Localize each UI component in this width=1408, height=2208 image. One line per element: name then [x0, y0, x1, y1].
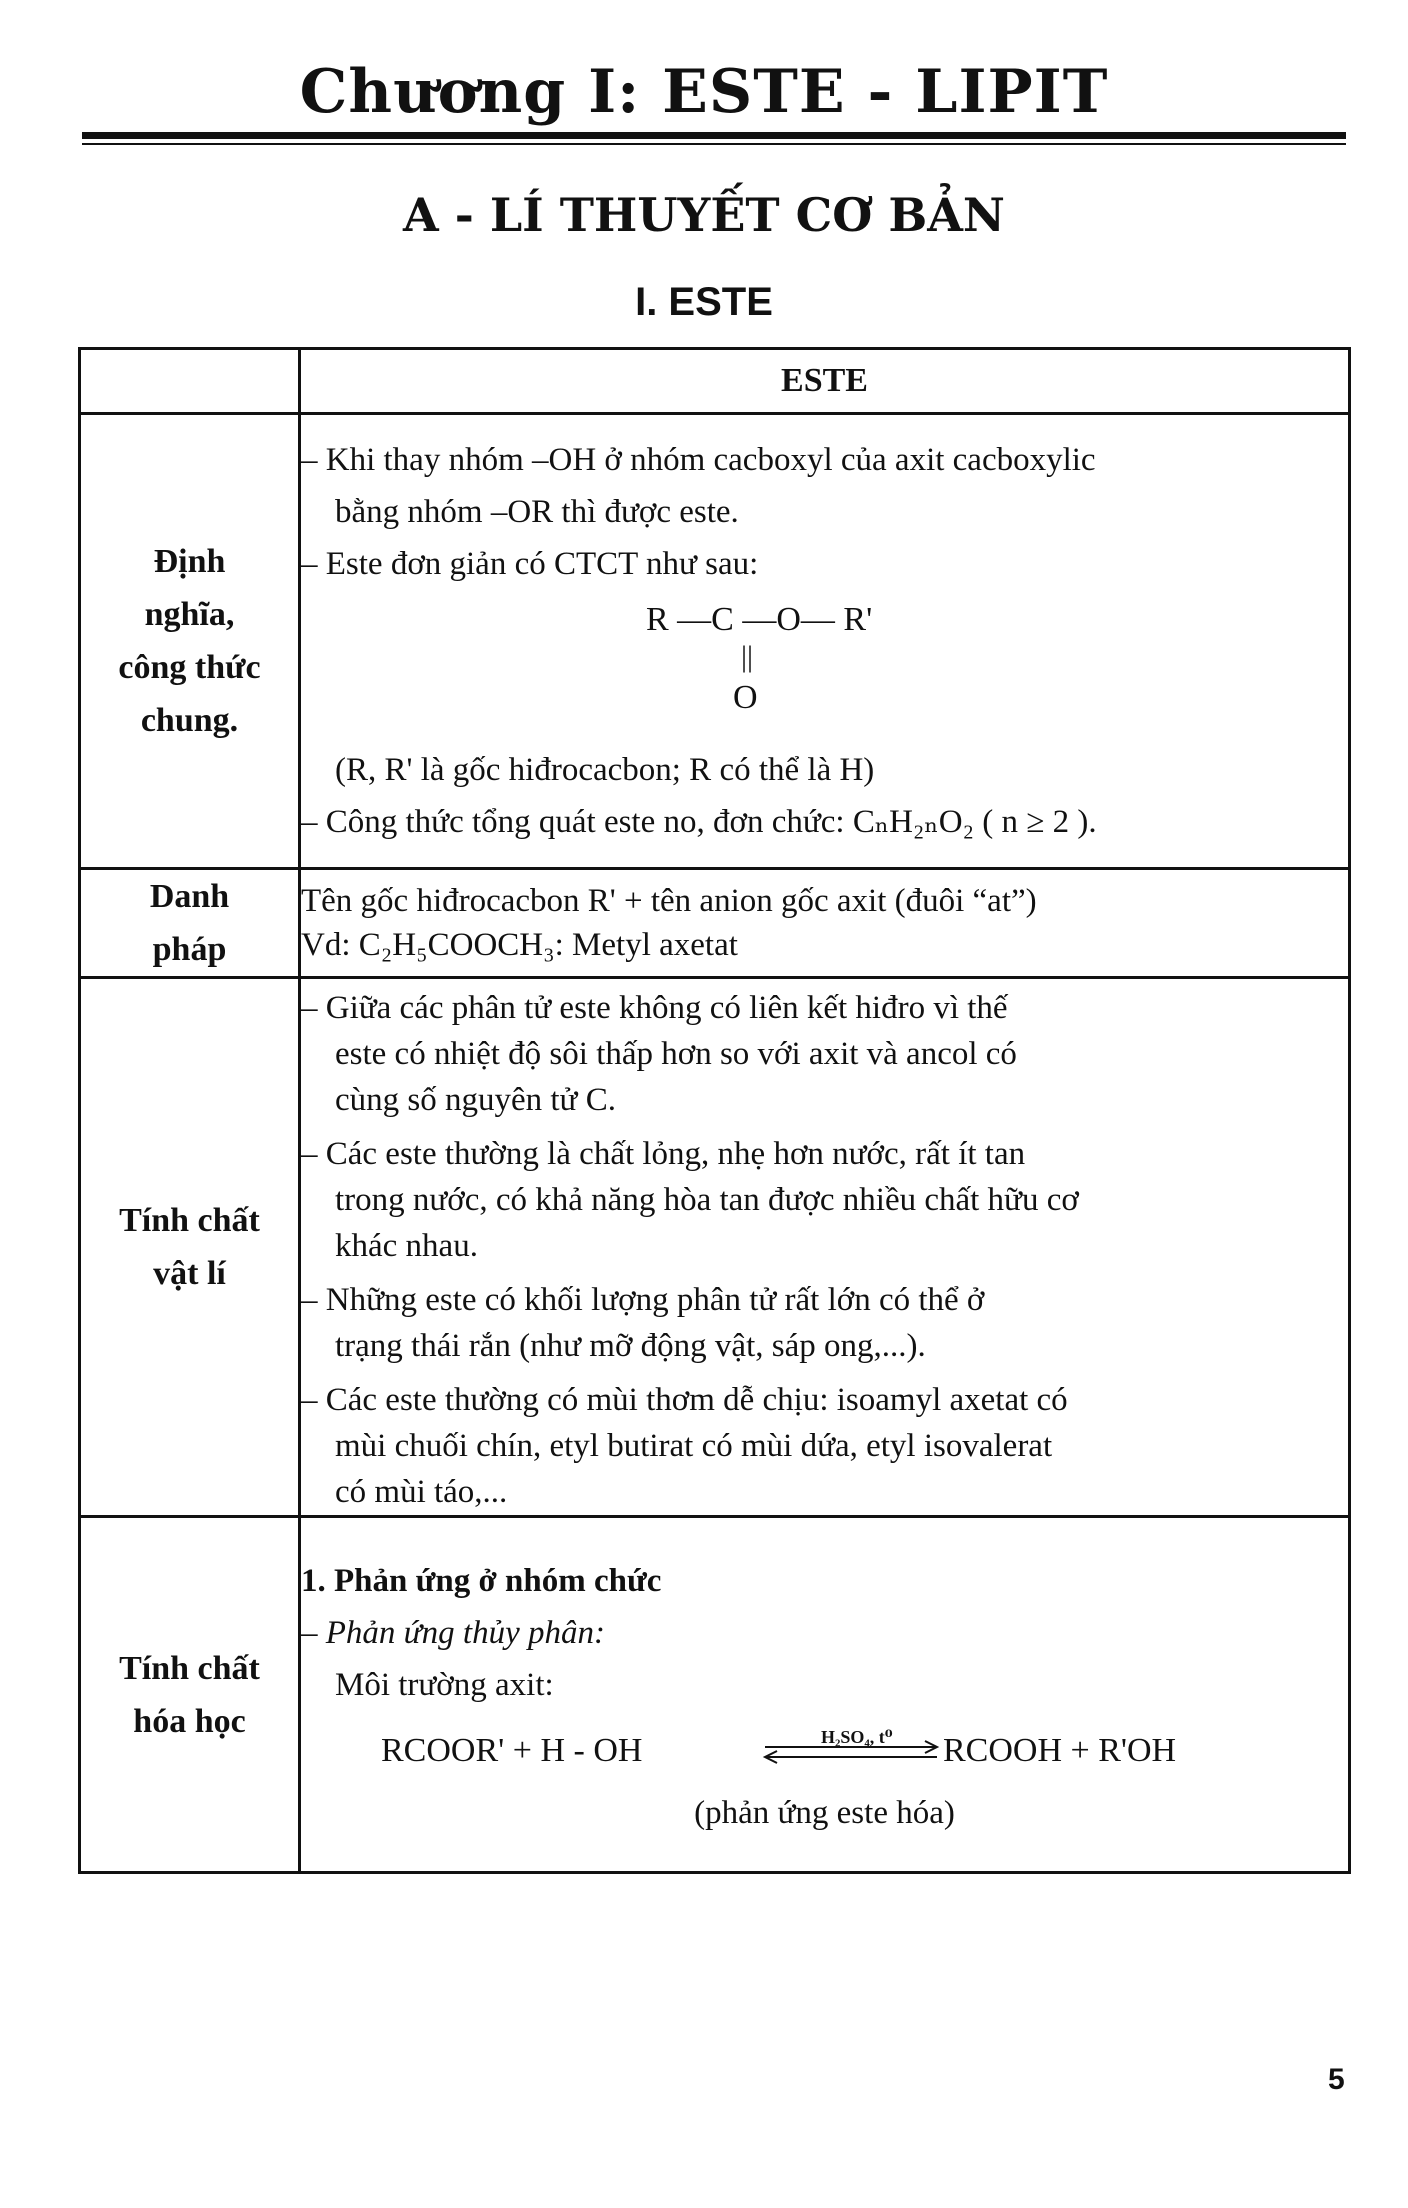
table-corner-cell	[80, 349, 300, 414]
physical-line-6: khác nhau.	[335, 1228, 478, 1264]
table-row-nomenclature	[80, 869, 1350, 978]
structure-double-bond: ||	[741, 640, 754, 673]
subsection-title: I. ESTE	[635, 280, 773, 324]
row-content-nomenclature	[300, 869, 1350, 978]
row-label-physical: Tính chất vật lí	[80, 978, 300, 1517]
structure-oxygen: O	[733, 679, 758, 716]
physical-line-3: cùng số nguyên tử C.	[335, 1082, 616, 1118]
chemical-medium: Môi trường axit:	[335, 1666, 554, 1703]
physical-line-1: – Giữa các phân tử este không có liên kết hiđro vì thế	[301, 990, 1008, 1026]
este-table	[78, 347, 1351, 1874]
row-content-definition	[300, 414, 1350, 869]
title-rule-thick	[82, 132, 1346, 139]
physical-line-4: – Các este thường là chất lỏng, nhẹ hơn nước, rất ít tan	[301, 1136, 1026, 1172]
chemical-heading: 1. Phản ứng ở nhóm chức	[301, 1562, 662, 1599]
table-row-physical	[80, 978, 1350, 1517]
row-content-chemical	[300, 1517, 1350, 1873]
row-label-chemical: Tính chất hóa học	[80, 1517, 300, 1873]
general-formula-line	[301, 796, 1348, 848]
definition-line-1: – Khi thay nhóm –OH ở nhóm cacboxyl của axit cacboxylic	[301, 442, 1096, 478]
row-content-physical	[300, 978, 1350, 1517]
general-formula: CₙH₂ₙO₂ ( n ≥ 2 ).	[852, 804, 1097, 840]
definition-note: (R, R' là gốc hiđrocacbon; R có thể là H)	[335, 752, 875, 788]
physical-line-9: – Các este thường có mùi thơm dễ chịu: isoamyl axetat có	[301, 1382, 1068, 1418]
reaction-products: RCOOH + R'OH	[943, 1731, 1177, 1769]
table-row-chemical	[80, 1517, 1350, 1873]
row-label-nomenclature: Danh pháp	[80, 869, 300, 978]
nomenclature-line-1: Tên gốc hiđrocacbon R' + tên anion gốc axit (đuôi “at”)	[301, 883, 1037, 919]
reaction-condition: H₂SO₄, t⁰	[821, 1726, 893, 1747]
physical-line-7: – Những este có khối lượng phân tử rất lớn có thể ở	[301, 1282, 985, 1318]
title-rule-thin	[82, 143, 1346, 145]
physical-line-10: mùi chuối chín, etyl butirat có mùi dứa, etyl isovalerat	[335, 1428, 1053, 1464]
equilibrium-arrows-icon	[761, 1717, 943, 1787]
reaction-reactants: RCOOR' + H - OH	[381, 1731, 643, 1769]
row-label-definition: Định nghĩa, công thức chung.	[80, 414, 300, 869]
physical-line-8: trạng thái rắn (như mỡ động vật, sáp ong,...).	[335, 1328, 926, 1364]
reaction-note: (phản ứng este hóa)	[694, 1794, 955, 1831]
table-header-row	[80, 349, 1350, 414]
hydrolysis-reaction	[301, 1717, 1348, 1787]
physical-line-11: có mùi táo,...	[335, 1474, 508, 1510]
table-row-definition	[80, 414, 1350, 869]
physical-line-5: trong nước, có khả năng hòa tan được nhiều chất hữu cơ	[335, 1182, 1079, 1218]
nomenclature-example: Vd: C₂H₅COOCH₃: Metyl axetat	[301, 927, 738, 963]
ester-structural-formula	[301, 594, 1348, 734]
chapter-title: Chương I: ESTE - LIPIT	[299, 57, 1109, 127]
definition-line-3: – Este đơn giản có CTCT như sau:	[301, 546, 759, 582]
physical-line-2: este có nhiệt độ sôi thấp hơn so với axit và ancol có	[335, 1036, 1017, 1072]
section-title: A - LÍ THUYẾT CƠ BẢN	[403, 188, 1005, 242]
page-number: 5	[1328, 2063, 1345, 2096]
general-formula-text: – Công thức tổng quát este no, đơn chức:	[301, 804, 853, 840]
structure-chain: R —C —O— R'	[646, 601, 873, 638]
column-header-este: ESTE	[300, 349, 1350, 414]
definition-line-2: bằng nhóm –OR thì được este.	[335, 494, 739, 530]
chemical-subheading: – Phản ứng thủy phân:	[301, 1614, 605, 1651]
